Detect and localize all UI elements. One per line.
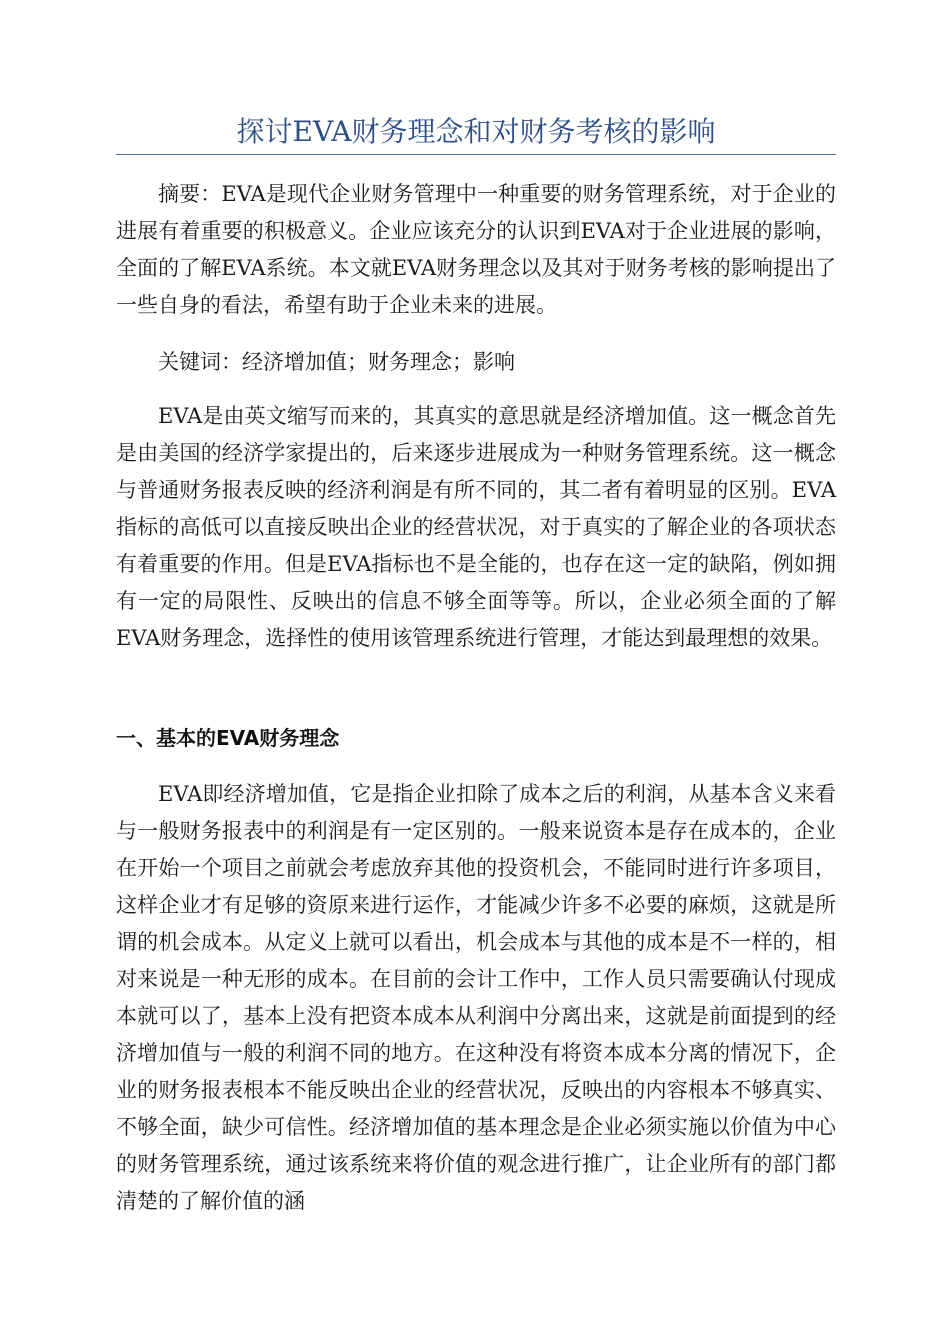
- keywords-paragraph: 关键词：经济增加值；财务理念；影响: [158, 350, 515, 374]
- abstract-paragraph: 摘要：EVA是现代企业财务管理中一种重要的财务管理系统，对于企业的进展有着重要的积极意义。企业应该充分的认识到EVA对于企业进展的影响，全面的了解EVA系统。本文就EVA财务理念以及其对于财务考核的影响提出了一些自身的看法，希望有助于企业未来的进展。: [116, 182, 836, 317]
- intro-paragraph: EVA是由英文缩写而来的，其真实的意思就是经济增加值。这一概念首先是由美国的经济学家提出的，后来逐步进展成为一种财务管理系统。这一概念与普通财务报表反映的经济利润是有所不同的，其二者有着明显的区别。EVA指标的高低可以直接反映出企业的经营状况，对于真实的了解企业的各项状态有着重要的作用。但是EVA指标也不是全能的，也存在这一定的缺陷，例如拥有一定的局限性、反映出的信息不够全面等等。所以，企业必须全面的了解EVA财务理念，选择性的使用该管理系统进行管理，才能达到最理想的效果。: [116, 404, 836, 650]
- title-underline: [116, 154, 836, 155]
- document-title: 探讨EVA财务理念和对财务考核的影响: [236, 115, 716, 148]
- section-1-paragraph: EVA即经济增加值，它是指企业扣除了成本之后的利润，从基本含义来看与一般财务报表中的利润是有一定区别的。一般来说资本是存在成本的，企业在开始一个项目之前就会考虑放弃其他的投资机会，不能同时进行许多项目，这样企业才有足够的资原来进行运作，才能减少许多不必要的麻烦，这就是所谓的机会成本。从定义上就可以看出，机会成本与其他的成本是不一样的，相对来说是一种无形的成本。在目前的会计工作中，工作人员只需要确认付现成本就可以了，基本上没有把资本成本从利润中分离出来，这就是前面提到的经济增加值与一般的利润不同的地方。在这种没有将资本成本分离的情况下，企业的财务报表根本不能反映出企业的经营状况，反映出的内容根本不够真实、不够全面，缺少可信性。经济增加值的基本理念是企业必须实施以价值为中心的财务管理系统，通过该系统来将价值的观念进行推广，让企业所有的部门都清楚的了解价值的涵: [116, 782, 836, 1213]
- section-1-heading: 一、基本的EVA财务理念: [116, 726, 340, 750]
